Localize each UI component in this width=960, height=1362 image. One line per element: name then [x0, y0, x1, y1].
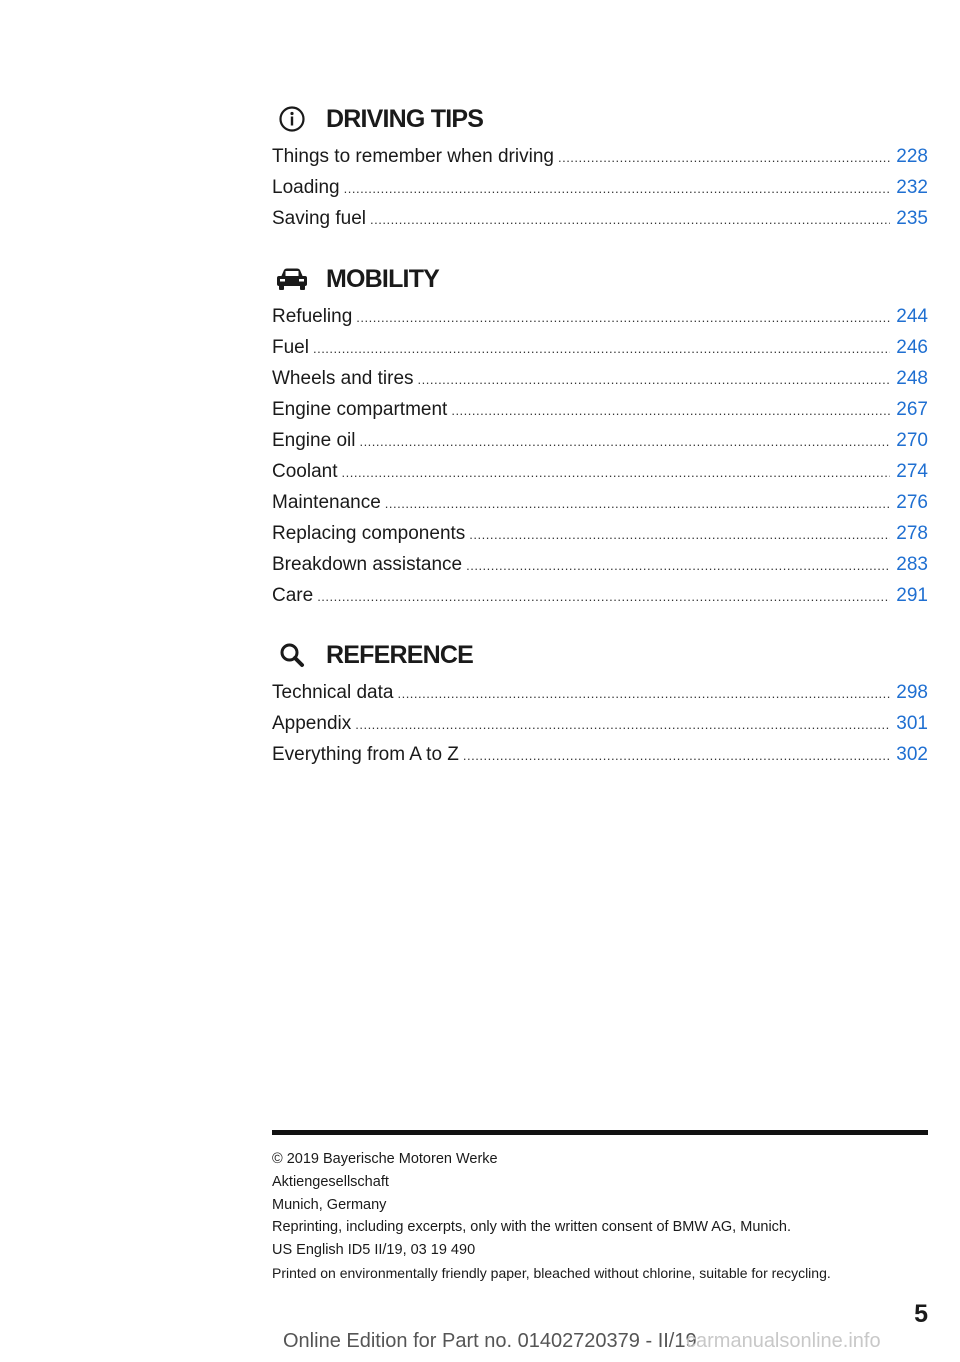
leader-dots [397, 678, 890, 709]
leader-dots [342, 457, 891, 488]
section-header [272, 635, 928, 675]
imprint-line: Reprinting, including excerpts, only with the written consent of BMW AG, Munich. [272, 1219, 792, 1236]
toc-entry[interactable] [272, 549, 928, 580]
toc-page-link[interactable]: 302 [896, 744, 928, 765]
divider-rule [272, 1130, 928, 1135]
toc-entry[interactable] [272, 301, 928, 332]
toc-entry[interactable] [272, 141, 928, 172]
imprint-line: © 2019 Bayerische Motoren Werke [272, 1151, 498, 1167]
toc-entry[interactable] [272, 203, 928, 234]
toc-entry[interactable] [272, 518, 928, 549]
leader-dots [418, 364, 891, 395]
imprint-line: US English ID5 II/19, 03 19 490 [272, 1242, 476, 1259]
toc-page-link[interactable]: 283 [896, 554, 928, 575]
section-reference [272, 635, 928, 770]
search-icon [272, 640, 312, 670]
toc-page-link[interactable]: 267 [896, 399, 928, 420]
toc-entry[interactable] [272, 332, 928, 363]
leader-dots [370, 204, 890, 235]
toc-page-link[interactable]: 278 [896, 523, 928, 544]
toc-entry[interactable] [272, 739, 928, 770]
leader-dots [466, 550, 890, 581]
imprint-line: Printed on environmentally friendly paper, bleached without chlorine, suitable for recycling. [272, 1264, 831, 1281]
footer-edition: Online Edition for Part no. 01402720379 - II/19 [283, 1330, 697, 1352]
toc-page-link[interactable]: 270 [896, 430, 928, 451]
toc-page-link[interactable]: 232 [896, 177, 928, 198]
toc-label: Care [272, 585, 314, 606]
toc-label: Wheels and tires [272, 368, 414, 389]
imprint [272, 1148, 928, 1285]
toc-page-link[interactable]: 244 [896, 306, 928, 327]
section-mobility [272, 259, 928, 611]
toc-page-link[interactable]: 276 [896, 492, 928, 513]
toc-entry[interactable] [272, 172, 928, 203]
leader-dots [317, 581, 890, 612]
leader-dots [469, 519, 890, 550]
toc-page-link[interactable]: 301 [896, 713, 928, 734]
toc-label: Engine compartment [272, 399, 448, 420]
toc-entry[interactable] [272, 363, 928, 394]
toc-entry[interactable] [272, 708, 928, 739]
toc-label: Refueling [272, 306, 353, 327]
toc-entry[interactable] [272, 456, 928, 487]
leader-dots [463, 740, 890, 771]
toc-page-link[interactable]: 246 [896, 337, 928, 358]
leader-dots [355, 709, 890, 740]
toc-entry[interactable] [272, 580, 928, 611]
leader-dots [344, 173, 891, 204]
toc-label: Breakdown assistance [272, 554, 463, 575]
toc-entry[interactable] [272, 425, 928, 456]
info-icon [272, 104, 312, 134]
leader-dots [558, 142, 890, 173]
toc-entry[interactable] [272, 394, 928, 425]
toc-label: Fuel [272, 337, 309, 358]
toc-label: Engine oil [272, 430, 356, 451]
toc-page-link[interactable]: 228 [896, 146, 928, 167]
leader-dots [356, 302, 890, 333]
leader-dots [385, 488, 891, 519]
toc-label: Replacing components [272, 523, 466, 544]
toc-label: Things to remember when driving [272, 146, 554, 167]
leader-dots [313, 333, 890, 364]
section-title: REFERENCE [326, 640, 473, 669]
section-driving-tips [272, 99, 928, 234]
toc-label: Appendix [272, 713, 352, 734]
toc-page-link[interactable]: 235 [896, 208, 928, 229]
toc-page-link[interactable]: 291 [896, 585, 928, 606]
toc-entry[interactable] [272, 677, 928, 708]
imprint-line: Aktiengesellschaft [272, 1173, 389, 1190]
toc-label: Technical data [272, 682, 394, 703]
footer-watermark: carmanualsonline.info [686, 1330, 881, 1352]
toc-label: Coolant [272, 461, 338, 482]
section-title: DRIVING TIPS [326, 104, 484, 133]
section-header [272, 259, 928, 299]
leader-dots [359, 426, 890, 457]
toc-label: Maintenance [272, 492, 381, 513]
toc-page-link[interactable]: 248 [896, 368, 928, 389]
toc-label: Everything from A to Z [272, 744, 459, 765]
toc-page-link[interactable]: 298 [896, 682, 928, 703]
toc-entry[interactable] [272, 487, 928, 518]
imprint-line: Munich, Germany [272, 1196, 387, 1213]
toc-label: Saving fuel [272, 208, 367, 229]
leader-dots [451, 395, 890, 426]
toc-page-link[interactable]: 274 [896, 461, 928, 482]
toc-label: Loading [272, 177, 340, 198]
section-header [272, 99, 928, 139]
section-title: MOBILITY [326, 264, 440, 293]
car-icon [272, 264, 312, 294]
page-number: 5 [914, 1300, 928, 1328]
